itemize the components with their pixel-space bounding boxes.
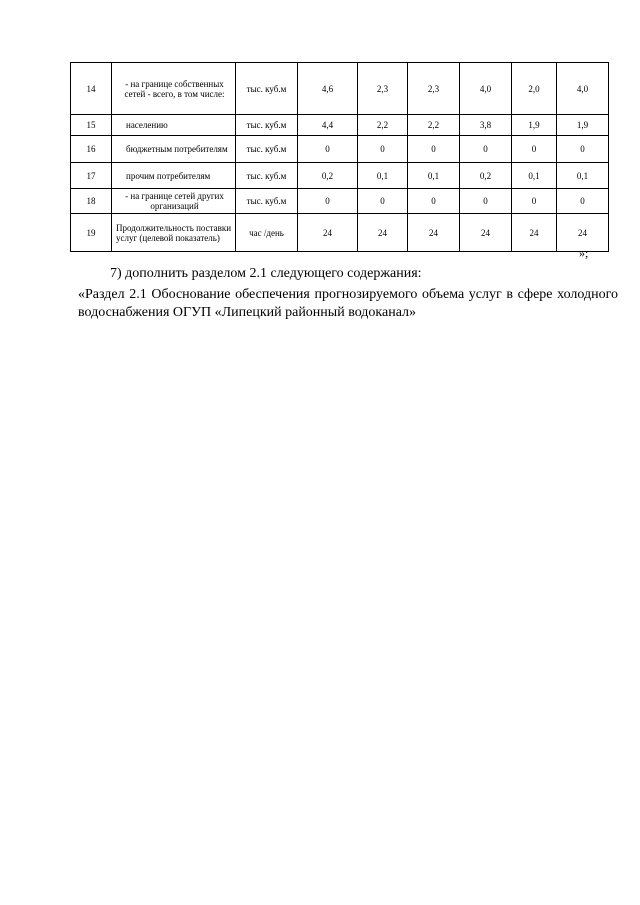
row-number: 14 (71, 63, 112, 115)
table-row (71, 189, 609, 214)
row-value: 24 (460, 214, 512, 252)
row-value: 0,1 (358, 163, 408, 189)
row-value: 4,0 (557, 63, 609, 115)
row-value: 24 (557, 214, 609, 252)
table-row (71, 163, 609, 189)
row-value: 0,1 (408, 163, 460, 189)
row-value: 3,8 (460, 115, 512, 136)
row-value: 2,3 (408, 63, 460, 115)
row-value: 0,2 (298, 163, 358, 189)
row-value: 0 (298, 189, 358, 214)
row-number: 15 (71, 115, 112, 136)
row-unit: тыс. куб.м (236, 163, 298, 189)
section-heading-paragraph: «Раздел 2.1 Обоснование обеспечения прогнозируемого объема услуг в сфере холодного водоснабжения ОГУП «Липецкий районный водоканал» (78, 287, 618, 320)
row-name: Продолжительность поставки услуг (целевой показатель) (112, 214, 236, 252)
row-value: 0 (358, 189, 408, 214)
row-value: 0 (557, 136, 609, 163)
row-value: 2,3 (358, 63, 408, 115)
row-value: 2,0 (512, 63, 557, 115)
row-value: 0 (298, 136, 358, 163)
row-value: 0 (557, 189, 609, 214)
row-number: 17 (71, 163, 112, 189)
row-unit: тыс. куб.м (236, 189, 298, 214)
row-value: 0 (408, 136, 460, 163)
row-number: 16 (71, 136, 112, 163)
row-value: 4,4 (298, 115, 358, 136)
row-unit: тыс. куб.м (236, 136, 298, 163)
row-value: 2,2 (408, 115, 460, 136)
data-table (70, 62, 609, 252)
row-value: 24 (358, 214, 408, 252)
row-value: 0 (358, 136, 408, 163)
row-name: населению (112, 115, 236, 136)
row-value: 1,9 (512, 115, 557, 136)
row-value: 2,2 (358, 115, 408, 136)
row-value: 0 (460, 189, 512, 214)
row-unit: тыс. куб.м (236, 115, 298, 136)
row-value: 24 (512, 214, 557, 252)
row-unit: тыс. куб.м (236, 63, 298, 115)
row-unit: час /день (236, 214, 298, 252)
row-value: 0 (408, 189, 460, 214)
table-row (71, 115, 609, 136)
row-number: 18 (71, 189, 112, 214)
row-value: 0 (460, 136, 512, 163)
row-name: - на границе сетей других организаций (112, 189, 236, 214)
row-value: 1,9 (557, 115, 609, 136)
row-value: 0 (512, 136, 557, 163)
row-value: 24 (298, 214, 358, 252)
table-row (71, 63, 609, 115)
amendment-paragraph: 7) дополнить разделом 2.1 следующего содержания: (110, 266, 422, 281)
closing-quote: »; (579, 246, 589, 260)
table-row (71, 136, 609, 163)
table-row (71, 214, 609, 252)
row-value: 0,1 (557, 163, 609, 189)
row-number: 19 (71, 214, 112, 252)
row-value: 0 (512, 189, 557, 214)
row-name: прочим потребителям (112, 163, 236, 189)
row-name: бюджетным потребителям (112, 136, 236, 163)
row-name: - на границе собственных сетей - всего, в том числе: (112, 63, 236, 115)
row-value: 4,6 (298, 63, 358, 115)
row-value: 4,0 (460, 63, 512, 115)
row-value: 24 (408, 214, 460, 252)
row-value: 0,1 (512, 163, 557, 189)
row-value: 0,2 (460, 163, 512, 189)
